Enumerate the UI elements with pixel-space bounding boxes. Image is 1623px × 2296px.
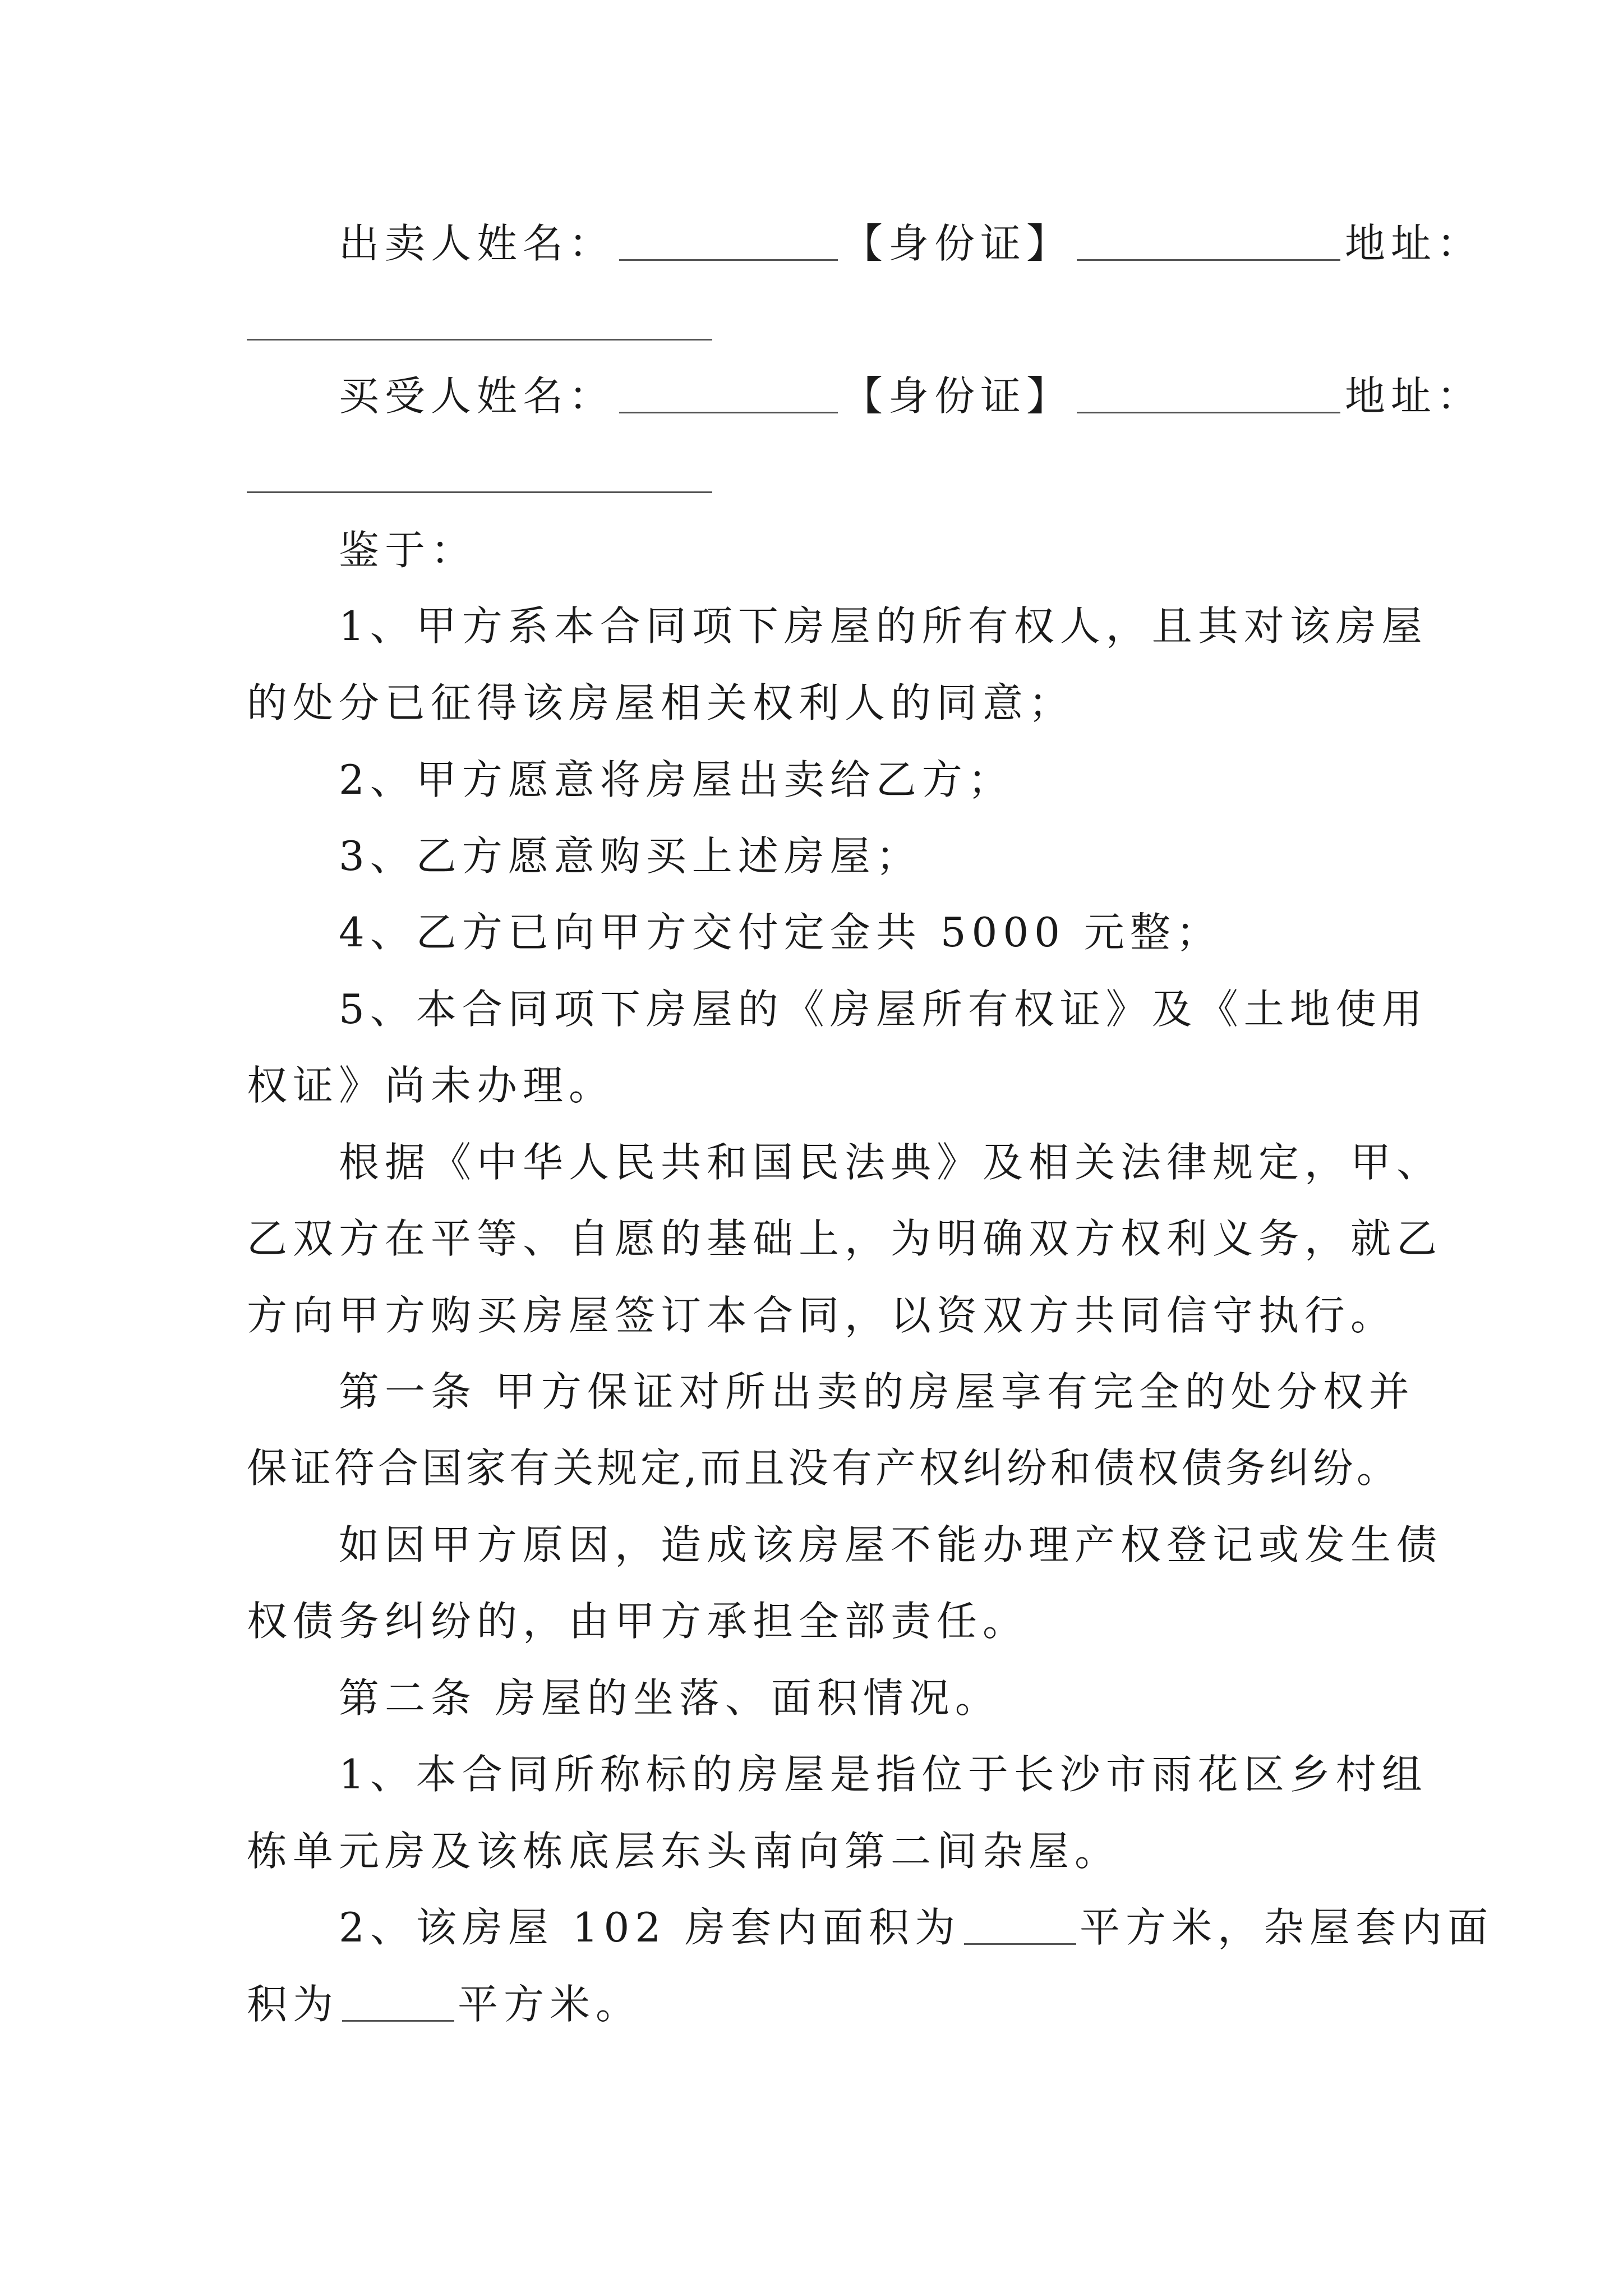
article-1-line-1: 第一条 甲方保证对所出卖的房屋享有完全的处分权并: [339, 1368, 1415, 1415]
buyer-name-blank: [619, 412, 838, 413]
seller-address-label: 地址：: [1345, 220, 1483, 267]
recital-item-3: 3、乙方愿意购买上述房屋；: [339, 832, 922, 880]
article-2-item-2-text-a: 2、该房屋 102 房套内面积为: [339, 1904, 961, 1951]
article-2-item-2-text-d: 平方米。: [458, 1981, 642, 2028]
preamble-line-2: 乙双方在平等、自愿的基础上，为明确双方权利义务，就乙: [247, 1215, 1443, 1262]
seller-name-label: 出卖人姓名：: [339, 220, 615, 267]
storeroom-area-blank: [342, 2020, 454, 2022]
recitals-heading: 鉴于：: [339, 527, 477, 574]
recital-item-5-line-2: 权证》尚未办理。: [247, 1062, 615, 1109]
buyer-line: [339, 372, 1483, 420]
recital-item-2: 2、甲方愿意将房屋出卖给乙方；: [339, 756, 1014, 803]
article-2-item-2-line-2: [247, 1981, 1391, 2028]
inner-area-blank: [964, 1943, 1076, 1945]
buyer-address-blank: [247, 491, 712, 493]
article-1-para-2-line-1: 如因甲方原因，造成该房屋不能办理产权登记或发生债: [339, 1521, 1443, 1568]
article-1-line-2: 保证符合国家有关规定,而且没有产权纠纷和债权债务纠纷。: [247, 1444, 1400, 1492]
article-2-item-2-line-1: [339, 1904, 1494, 1951]
article-2-item-1-line-1: 1、本合同所称标的房屋是指位于长沙市雨花区乡村组: [339, 1751, 1428, 1798]
seller-line: [339, 220, 1483, 267]
preamble-line-3: 方向甲方购买房屋签订本合同，以资双方共同信守执行。: [247, 1292, 1397, 1339]
recital-item-1-line-2: 的处分已征得该房屋相关权利人的同意；: [247, 679, 1075, 726]
article-2-item-2-text-b: 平方米，杂屋套内面: [1080, 1904, 1494, 1951]
seller-name-blank: [619, 259, 838, 261]
article-2-heading: 第二条 房屋的坐落、面积情况。: [339, 1674, 1001, 1722]
buyer-name-label: 买受人姓名：: [339, 372, 615, 420]
article-2-item-1-line-2: 栋单元房及该栋底层东头南向第二间杂屋。: [247, 1828, 1121, 1875]
preamble-line-1: 根据《中华人民共和国民法典》及相关法律规定，甲、: [339, 1139, 1443, 1186]
seller-id-blank: [1077, 259, 1340, 261]
recital-item-4: 4、乙方已向甲方交付定金共 5000 元整；: [339, 909, 1222, 956]
recital-item-1-line-1: 1、甲方系本合同项下房屋的所有权人，且其对该房屋: [339, 602, 1428, 650]
buyer-id-blank: [1077, 412, 1340, 413]
article-2-item-2-text-c: 积为: [247, 1981, 339, 2028]
buyer-id-label: 【身份证】: [842, 372, 1073, 420]
seller-id-label: 【身份证】: [842, 220, 1073, 267]
article-1-para-2-line-2: 权债务纠纷的，由甲方承担全部责任。: [247, 1598, 1029, 1645]
recital-item-5-line-1: 5、本合同项下房屋的《房屋所有权证》及《土地使用: [339, 986, 1428, 1033]
buyer-address-label: 地址：: [1345, 372, 1483, 420]
seller-address-blank: [247, 339, 712, 341]
